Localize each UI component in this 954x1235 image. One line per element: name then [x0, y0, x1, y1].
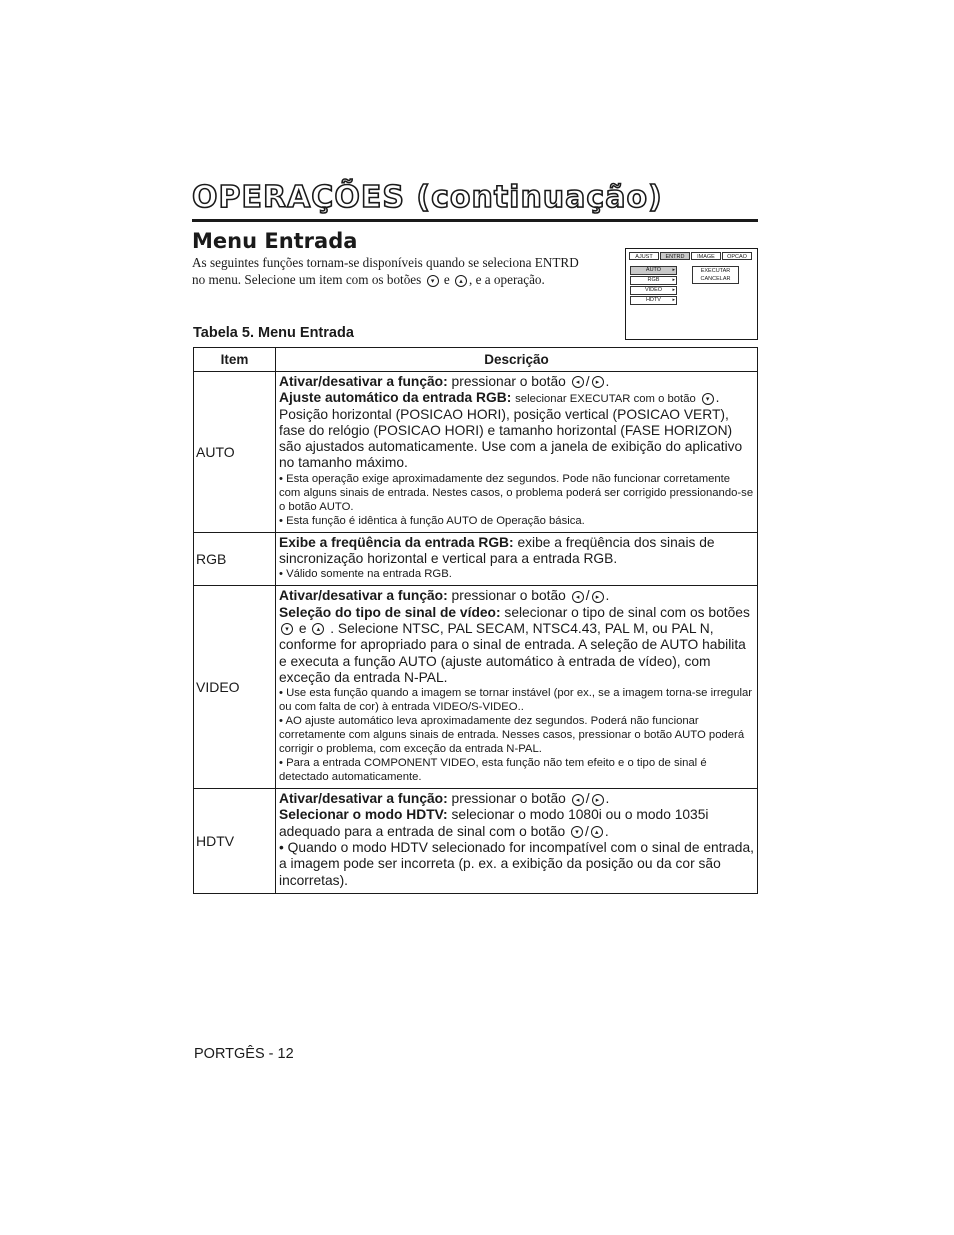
- slash: /: [585, 588, 590, 604]
- intro-text: e: [443, 272, 450, 287]
- desc-text: exibe a freqüência dos sinais de sincronização horizontal e vertical para a entrada RGB.: [279, 534, 715, 567]
- menu-tab-active: ENTRD: [660, 252, 690, 260]
- desc-line: Ativar/desativar a função: pressionar o botão ◂ / ▸ .: [279, 588, 610, 604]
- down-button-icon: ▾: [702, 393, 714, 405]
- menu-item: [630, 266, 677, 275]
- desc-body: Posição horizontal (POSICAO HORI), posição vertical (POSICAO VERT), fase do relógio (POSICAO HORI) e tamanho horizontal (FASE HORIZON) são ajustados automaticamente. Use com a janela de exibição do aplicativo no tamanho máximo.: [279, 406, 743, 471]
- desc-bold: Seleção do tipo de sinal de vídeo:: [279, 604, 501, 620]
- menu-tab: AJUST: [629, 252, 659, 260]
- desc-bold: Ajuste automático da entrada RGB:: [279, 390, 512, 406]
- menu-item: [630, 286, 677, 295]
- submenu-box: [692, 266, 739, 284]
- section-heading: Menu Entrada: [192, 229, 358, 253]
- row-item-label: RGB: [194, 532, 276, 586]
- desc-text: pressionar o botão: [451, 374, 566, 389]
- desc-line: Ativar/desativar a função: pressionar o botão ◂ / ▸ .: [279, 374, 610, 389]
- title-rule: [192, 219, 758, 222]
- desc-note: • Esta operação exige aproximadamente dez segundos. Pode não funcionar corretamente com alguns sinais de entrada. Nestes casos, o problema poderá ser corrigido pressionando-se o botão AUTO.: [279, 472, 754, 513]
- desc-line: Ativar/desativar a função: pressionar o botão ◂ / ▸ .: [279, 791, 610, 807]
- submenu-item: EXECUTAR: [700, 268, 731, 274]
- desc-text: pressionar o botão: [451, 791, 566, 807]
- submenu-item: CANCELAR: [700, 276, 731, 282]
- desc-text: e: [298, 620, 307, 636]
- desc-text: selecionar o tipo de sinal com os botões: [504, 604, 750, 620]
- intro-paragraph: [192, 254, 612, 288]
- intro-line-1: As seguintes funções tornam-se disponíveis quando se seleciona ENTRD: [192, 255, 579, 270]
- menu-tabs: [629, 252, 753, 260]
- desc-note: • Use esta função quando a imagem se tornar instável (por ex., se a imagem torna-se irregular ou com falta de cor) à entrada VIDEO/S-VIDEO..: [279, 687, 753, 714]
- desc-text: . Selecione NTSC, PAL SECAM, NTSC4.43, PAL M, ou PAL N, conforme for apropriado para o sinal de entrada. A seleção de AUTO habilita e executa a função AUTO (ajuste automático à entrada de vídeo), com exceção da entrada N-PAL.: [279, 620, 746, 685]
- desc-note: • Válido somente na entrada RGB.: [279, 568, 452, 581]
- up-button-icon: ▴: [455, 275, 467, 287]
- menu-item-label: AUTO: [645, 267, 662, 273]
- header-item: Item: [194, 348, 276, 372]
- desc-bold: Exibe a freqüência da entrada RGB:: [279, 534, 514, 550]
- menu-item-label: HDTV: [646, 297, 661, 303]
- desc-text: selecionar EXECUTAR com o botão: [515, 393, 696, 406]
- desc-text: selecionar o modo 1080i ou o modo 1035i adequado para a entrada de sinal com o botão: [279, 807, 709, 839]
- table-row: [194, 789, 758, 894]
- arrow-right-icon: ▸: [672, 277, 675, 283]
- table-row: [194, 372, 758, 533]
- menu-item: [630, 276, 677, 285]
- table-header-row: [194, 348, 758, 372]
- menu-tab: IMAGE: [691, 252, 721, 260]
- down-button-icon: ▾: [571, 826, 583, 838]
- table-row: [194, 532, 758, 586]
- intro-line-2: [192, 271, 612, 288]
- intro-text: , e a operação.: [469, 272, 545, 287]
- left-button-icon: ◂: [572, 794, 584, 806]
- left-button-icon: ◂: [572, 591, 584, 603]
- row-item-label: HDTV: [194, 789, 276, 894]
- menu-item-label: RGB: [647, 277, 660, 283]
- up-button-icon: ▴: [591, 826, 603, 838]
- desc-body: • Quando o modo HDTV selecionado for incompatível com o sinal de entrada, a imagem pode ser incorreta (p. ex. a exibição da posição ou da cor são incorretas).: [279, 840, 754, 888]
- header-description: Descrição: [276, 348, 758, 372]
- table-row: [194, 586, 758, 789]
- row-description: [276, 586, 758, 789]
- slash: /: [585, 791, 590, 807]
- desc-bold: Selecionar o modo HDTV:: [279, 807, 448, 823]
- arrow-right-icon: ▸: [672, 297, 675, 303]
- desc-note: • AO ajuste automático leva aproximadamente dez segundos. Poderá não funcionar corretamente com alguns sinais de entrada. Nesses casos, pressionar o botão AUTO poderá corrigir o problema, com exceção da entrada N-PAL.: [279, 715, 745, 756]
- desc-line: Selecionar o modo HDTV: selecionar o modo 1080i ou o modo 1035i adequado para a entrada de sinal com o botão ▾ / ▴ .: [279, 807, 709, 839]
- desc-bold: Ativar/desativar a função:: [279, 374, 448, 389]
- desc-line: Ajuste automático da entrada RGB: selecionar EXECUTAR com o botão ▾ .: [279, 390, 720, 406]
- slash: /: [585, 374, 590, 389]
- menu-screen-illustration: [625, 248, 758, 340]
- intro-text: no menu. Selecione um item com os botões: [192, 272, 422, 287]
- menu-item-list: [630, 266, 677, 306]
- right-button-icon: ▸: [592, 591, 604, 603]
- desc-bold: Ativar/desativar a função:: [279, 588, 448, 604]
- row-description: [276, 532, 758, 586]
- arrow-right-icon: ▸: [672, 267, 675, 273]
- right-button-icon: ▸: [592, 794, 604, 806]
- arrow-right-icon: ▸: [672, 287, 675, 293]
- down-button-icon: ▾: [281, 623, 293, 635]
- row-item-label: VIDEO: [194, 586, 276, 789]
- row-description: [276, 372, 758, 533]
- up-button-icon: ▴: [312, 623, 324, 635]
- menu-item-label: VIDEO: [644, 287, 663, 293]
- page-title: OPERAÇÕES (continuação): [192, 180, 663, 215]
- desc-bold: Ativar/desativar a função:: [279, 791, 448, 807]
- desc-line: [279, 535, 754, 568]
- desc-note: • Para a entrada COMPONENT VIDEO, esta função não tem efeito e o tipo de sinal é detectado automaticamente.: [279, 757, 707, 784]
- desc-text: pressionar o botão: [451, 588, 566, 604]
- row-description: [276, 789, 758, 894]
- right-button-icon: ▸: [592, 376, 604, 388]
- menu-item: [630, 296, 677, 305]
- desc-note: • Esta função é idêntica à função AUTO de Operação básica.: [279, 514, 585, 527]
- row-item-label: AUTO: [194, 372, 276, 533]
- down-button-icon: ▾: [427, 275, 439, 287]
- table-caption: Tabela 5. Menu Entrada: [193, 325, 354, 341]
- input-menu-table: [193, 347, 758, 894]
- desc-line: [279, 605, 754, 686]
- page-footer: PORTGÊS - 12: [194, 1046, 294, 1062]
- menu-tab: OPCAO: [722, 252, 752, 260]
- slash: /: [584, 823, 589, 839]
- left-button-icon: ◂: [572, 376, 584, 388]
